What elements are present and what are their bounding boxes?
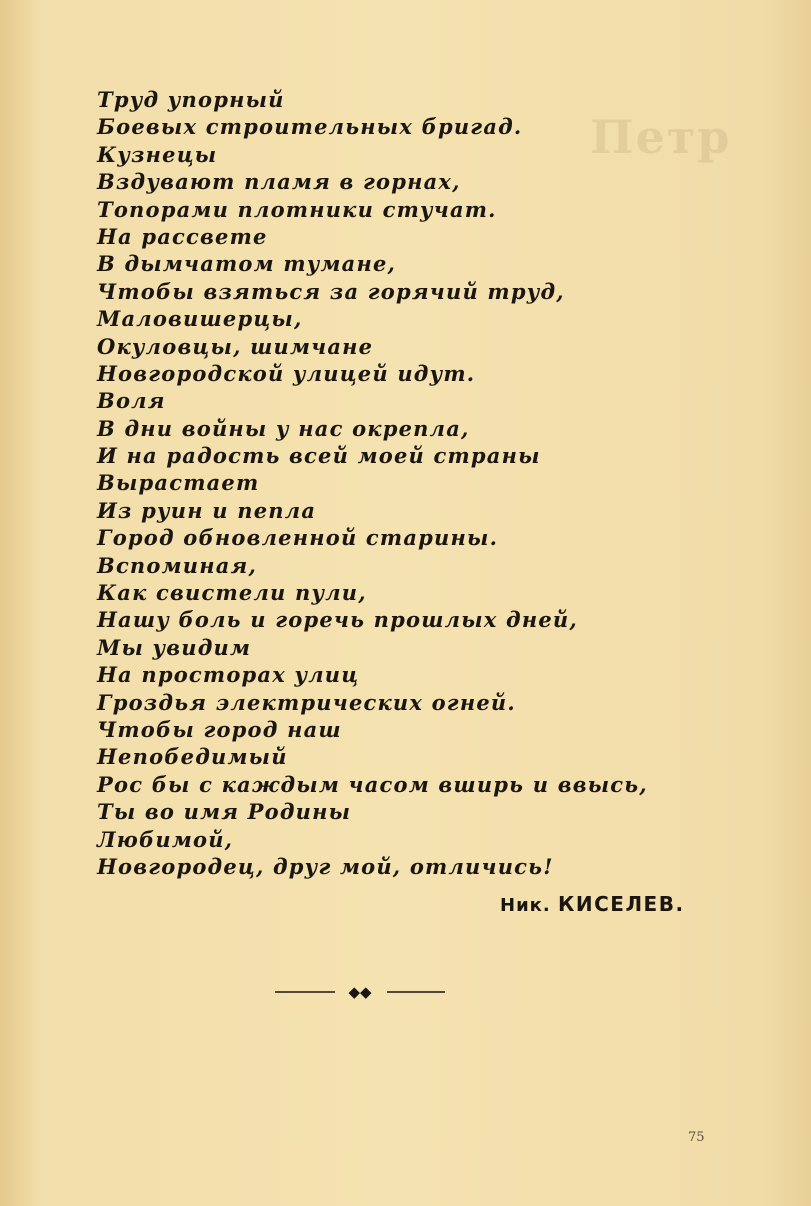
poem-line: Топорами плотники стучат. [97, 196, 497, 222]
poem-line: Ты во имя Родины [97, 799, 352, 825]
poem-line: Маловишерцы, [97, 306, 303, 332]
poem-line: Чтобы взяться за горячий труд, [97, 278, 565, 304]
poem-line: В дни войны у нас окрепла, [97, 415, 470, 441]
poem-line: Вздувают пламя в горнах, [97, 169, 461, 195]
poem-line: На просторах улиц [97, 662, 360, 688]
author-surname: КИСЕЛЕВ. [558, 892, 685, 916]
poem-line: Вырастает [97, 470, 260, 496]
poem-line: И на радость всей моей страны [97, 443, 541, 469]
poem-line: Как свистели пули, [97, 580, 367, 606]
poem-line: Любимой, [97, 826, 234, 852]
poem-line: Мы увидим [97, 634, 252, 660]
poem-line: На рассвете [97, 223, 268, 249]
poem-line: Гроздья электрических огней. [97, 689, 516, 715]
poem-line: Город обновленной старины. [97, 525, 499, 551]
poem [97, 86, 648, 880]
poem-line: Из руин и пепла [97, 497, 317, 523]
diamond-ornament: ◆◆ [348, 983, 372, 1001]
poem-line: Труд упорный [97, 87, 285, 112]
poem-line: Новгородской улицей идут. [97, 360, 476, 386]
poem-line: Рос бы с каждым часом вширь и ввысь, [97, 771, 648, 797]
poem-line: Воля [97, 388, 166, 414]
poem-line: Окуловцы, шимчане [97, 333, 374, 359]
poem-line: Нашу боль и горечь прошлых дней, [97, 607, 578, 633]
poem-line: Непобедимый [97, 744, 288, 770]
section-divider-ornament [275, 982, 445, 1002]
bleed-through-text: Петр [590, 110, 732, 164]
page-number: 75 [688, 1130, 705, 1145]
author-signature [500, 892, 685, 916]
poem-line: Боевых строительных бригад. [97, 114, 523, 140]
poem-line: В дымчатом тумане, [97, 251, 397, 277]
poem-line: Вспоминая, [97, 552, 257, 578]
poem-line: Новгородец, друг мой, отличись! [97, 853, 554, 879]
poem-line: Чтобы город наш [97, 716, 342, 742]
author-initial: Ник. [500, 895, 551, 916]
poem-line: Кузнецы [97, 141, 218, 167]
